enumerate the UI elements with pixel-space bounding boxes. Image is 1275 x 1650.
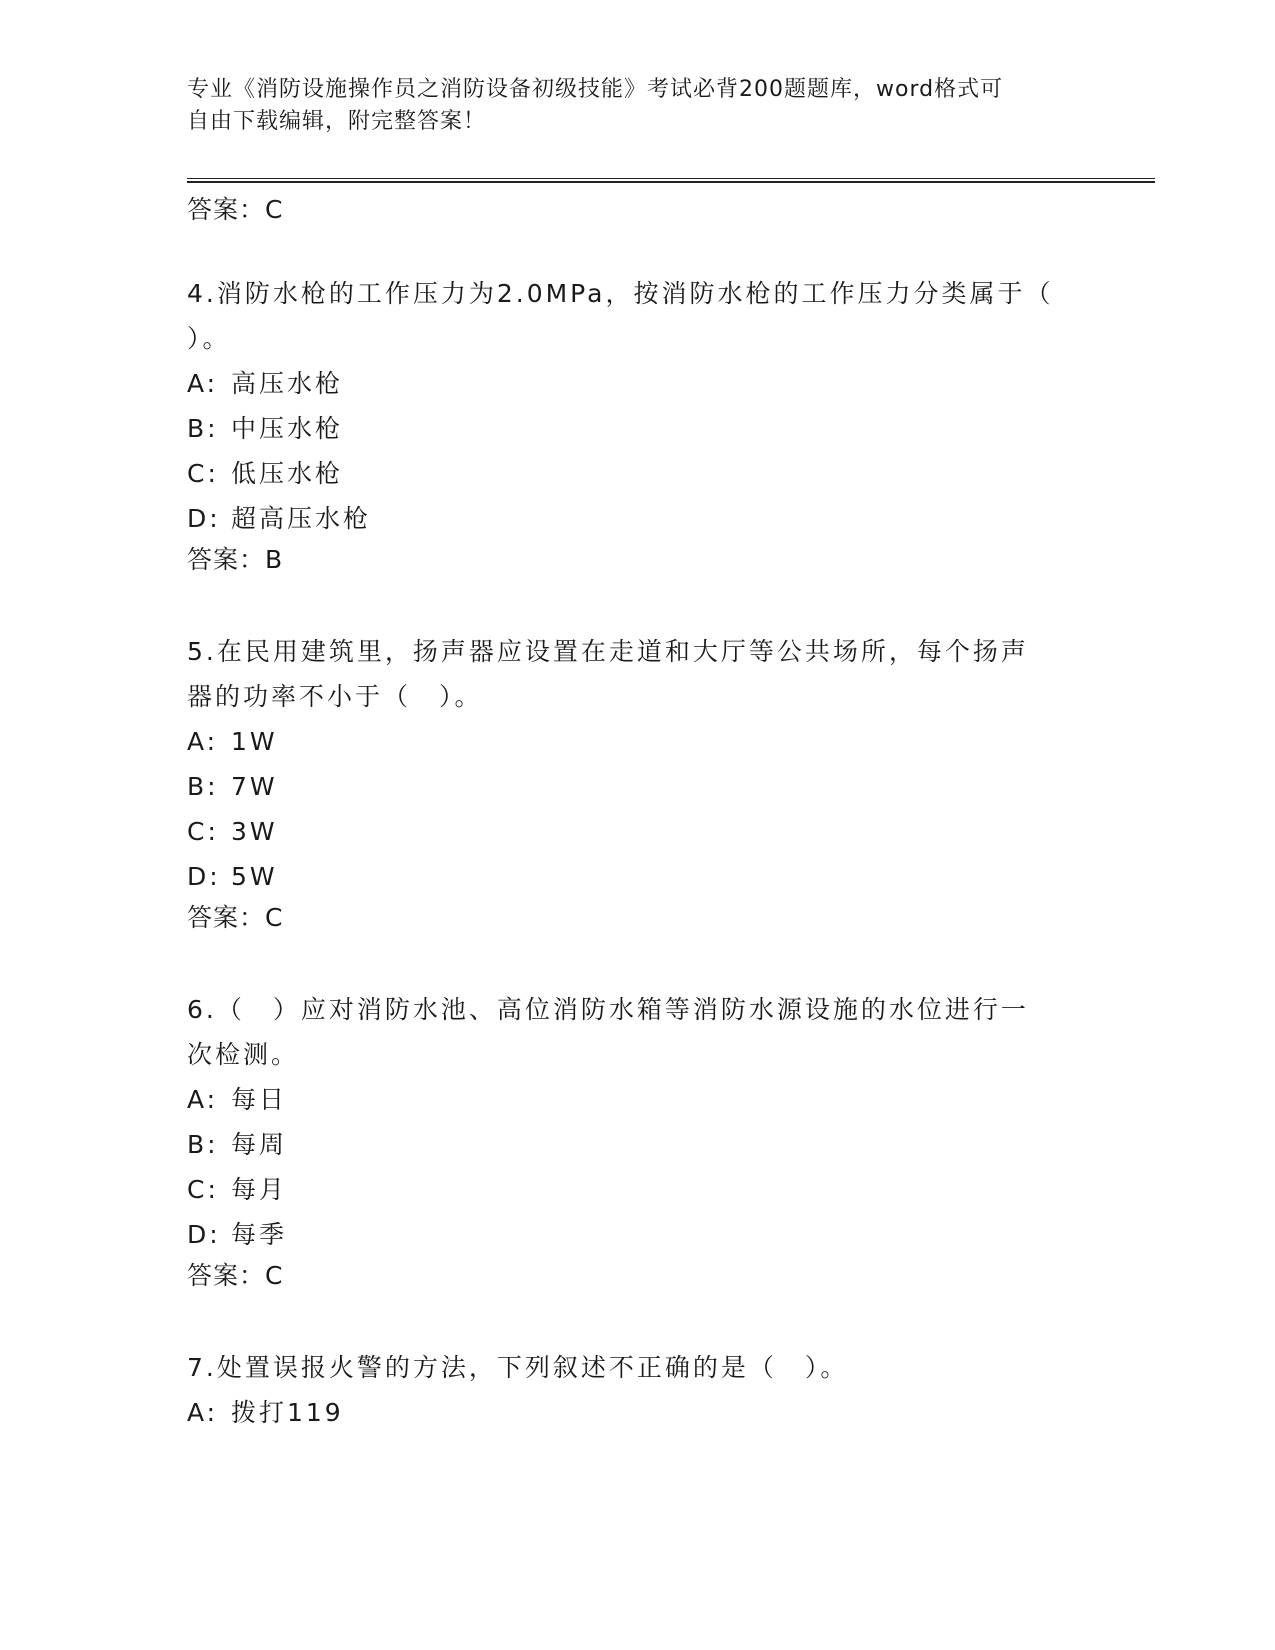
header-line-2: 自由下载编辑，附完整答案！ [187, 109, 487, 134]
question-text [187, 271, 1087, 361]
question-text [187, 1345, 1087, 1390]
option-text: 7W [231, 772, 278, 801]
option-b [187, 764, 1087, 809]
option-text: 低压水枪 [231, 459, 344, 488]
option-text: 5W [231, 862, 278, 891]
option-letter: A: [187, 727, 219, 756]
option-letter: B: [187, 1130, 219, 1159]
option-letter: A: [187, 1398, 219, 1427]
option-c [187, 1167, 1087, 1212]
option-text: 超高压水枪 [231, 504, 372, 533]
question-text-line-1: 4.消防水枪的工作压力为2.0MPa，按消防水枪的工作压力分类属于（ [187, 279, 1054, 308]
option-d [187, 496, 1087, 541]
header-line-1: 专业《消防设施操作员之消防设备初级技能》考试必背200题题库，word格式可 [187, 77, 1004, 102]
option-text: 每季 [231, 1220, 288, 1249]
answer-line: 答案：C [187, 903, 284, 932]
option-text: 中压水枪 [231, 414, 344, 443]
question-7 [187, 1345, 1087, 1435]
option-d [187, 854, 1087, 899]
option-text: 1W [231, 727, 278, 756]
question-text-line-2: 次检测。 [187, 1040, 300, 1069]
question-text [187, 629, 1087, 719]
question-text [187, 987, 1087, 1077]
option-text: 拨打119 [231, 1398, 344, 1427]
option-letter: C: [187, 459, 219, 488]
page-header [187, 74, 1067, 138]
option-text: 3W [231, 817, 278, 846]
option-b [187, 406, 1087, 451]
question-text-line-2: 器的功率不小于（ ）。 [187, 682, 483, 711]
option-text: 每日 [231, 1085, 288, 1114]
question-text-line-1: 5.在民用建筑里，扬声器应设置在走道和大厅等公共场所，每个扬声 [187, 637, 1029, 666]
option-a [187, 361, 1087, 406]
option-b [187, 1122, 1087, 1167]
answer-line: 答案：C [187, 1261, 284, 1290]
option-a [187, 719, 1087, 764]
option-a [187, 1390, 1087, 1435]
option-d [187, 1212, 1087, 1257]
option-text: 高压水枪 [231, 369, 344, 398]
answer-line: 答案：C [187, 195, 284, 224]
option-letter: A: [187, 1085, 219, 1114]
answer-line: 答案：B [187, 545, 284, 574]
option-a [187, 1077, 1087, 1122]
option-c [187, 451, 1087, 496]
question-text-line-1: 7.处置误报火警的方法，下列叙述不正确的是（ ）。 [187, 1353, 849, 1382]
option-c [187, 809, 1087, 854]
option-letter: D: [187, 1220, 221, 1249]
header-divider [187, 178, 1155, 183]
option-letter: A: [187, 369, 219, 398]
option-letter: D: [187, 862, 221, 891]
question-text-line-1: 6.（ ）应对消防水池、高位消防水箱等消防水源设施的水位进行一 [187, 995, 1029, 1024]
option-letter: C: [187, 817, 219, 846]
question-4 [187, 271, 1087, 577]
option-text: 每周 [231, 1130, 288, 1159]
option-letter: C: [187, 1175, 219, 1204]
option-letter: B: [187, 414, 219, 443]
document-body [187, 193, 1087, 1487]
option-letter: B: [187, 772, 219, 801]
question-text-line-2: ）。 [187, 324, 231, 353]
option-letter: D: [187, 504, 221, 533]
question-5 [187, 629, 1087, 935]
option-text: 每月 [231, 1175, 288, 1204]
question-6 [187, 987, 1087, 1293]
